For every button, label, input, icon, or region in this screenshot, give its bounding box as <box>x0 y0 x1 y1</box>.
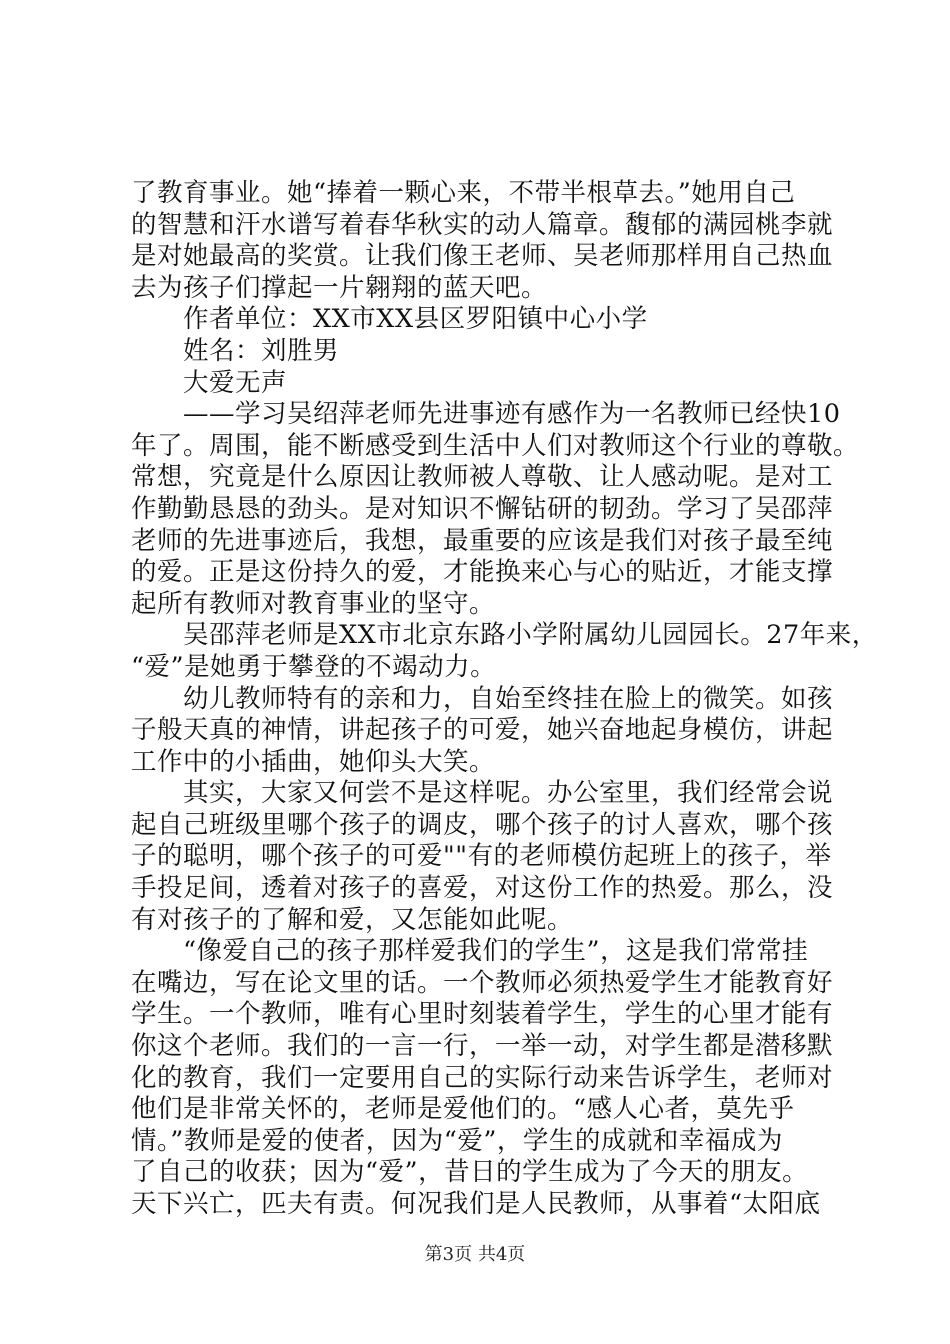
text-line: 在嘴边，写在论文里的话。一个教师必须热爱学生才能教育好 <box>131 967 834 998</box>
text-line: 的爱。正是这份持久的爱，才能换来心与心的贴近，才能支撑 <box>131 557 834 588</box>
page-indicator: 第3页 共4页 <box>424 1244 526 1265</box>
page-footer <box>0 1240 950 1266</box>
text-line: ——学习吴绍萍老师先进事迹有感作为一名教师已经快10 <box>131 399 841 430</box>
text-line: 其实，大家又何尝不是这样呢。办公室里，我们经常会说 <box>131 778 834 809</box>
text-line: 手投足间，透着对孩子的喜爱，对这份工作的热爱。那么，没 <box>131 873 834 904</box>
text-line: 常想，究竟是什么原因让教师被人尊敬、让人感动呢。是对工 <box>131 462 834 493</box>
text-line: 年了。周围，能不断感受到生活中人们对教师这个行业的尊敬。 <box>131 430 860 461</box>
text-line: 他们是非常关怀的，老师是爱他们的。“感人心者，莫先乎 <box>131 1094 795 1125</box>
text-line: 起所有教师对教育事业的坚守。 <box>131 588 496 619</box>
author-name: 姓名：刘胜男 <box>131 335 340 366</box>
text-line: 了教育事业。她“捧着一颗心来，不带半根草去。”她用自己 <box>131 178 796 208</box>
text-line: 幼儿教师特有的亲和力，自始至终挂在脸上的微笑。如孩 <box>131 683 834 714</box>
author-affiliation: 作者单位：XX市XX县区罗阳镇中心小学 <box>131 304 648 335</box>
text-line: 你这个老师。我们的一言一行，一举一动，对学生都是潜移默 <box>131 1031 834 1062</box>
text-line: 子的聪明，哪个孩子的可爱""有的老师模仿起班上的孩子，举 <box>131 841 832 872</box>
text-line: 工作中的小插曲，她仰头大笑。 <box>131 746 496 777</box>
article-title: 大爱无声 <box>131 367 288 398</box>
text-line: “像爱自己的孩子那样爱我们的学生”，这是我们常常挂 <box>131 936 809 967</box>
text-line: 吴邵萍老师是XX市北京东路小学附属幼儿园园长。27年来， <box>131 620 878 651</box>
text-line: “爱”是她勇于攀登的不竭动力。 <box>131 651 497 682</box>
text-line: 学生。一个教师，唯有心里时刻装着学生，学生的心里才能有 <box>131 999 834 1030</box>
text-line: 有对孩子的了解和爱，又怎能如此呢。 <box>131 904 574 935</box>
document-body <box>131 178 878 1221</box>
text-line: 的智慧和汗水谱写着春华秋实的动人篇章。馥郁的满园桃李就 <box>131 209 834 240</box>
text-line: 子般天真的神情，讲起孩子的可爱，她兴奋地起身模仿，讲起 <box>131 715 834 746</box>
text-line: 老师的先进事迹后，我想，最重要的应该是我们对孩子最至纯 <box>131 525 834 556</box>
text-line: 天下兴亡，匹夫有责。何况我们是人民教师，从事着“太阳底 <box>131 1189 821 1219</box>
text-line: 起自己班级里哪个孩子的调皮，哪个孩子的讨人喜欢，哪个孩 <box>131 809 834 840</box>
text-line: 去为孩子们撑起一片翱翔的蓝天吧。 <box>131 272 548 303</box>
text-line: 是对她最高的奖赏。让我们像王老师、吴老师那样用自己热血 <box>131 241 834 272</box>
text-line: 作勤勤恳恳的劲头。是对知识不懈钻研的韧劲。学习了吴邵萍 <box>131 493 834 524</box>
text-line: 了自己的收获；因为“爱”，昔日的学生成为了今天的朋友。 <box>131 1157 809 1188</box>
text-line: 情。”教师是爱的使者，因为“爱”，学生的成就和幸福成为 <box>131 1125 783 1156</box>
text-line: 化的教育，我们一定要用自己的实际行动来告诉学生，老师对 <box>131 1062 834 1093</box>
